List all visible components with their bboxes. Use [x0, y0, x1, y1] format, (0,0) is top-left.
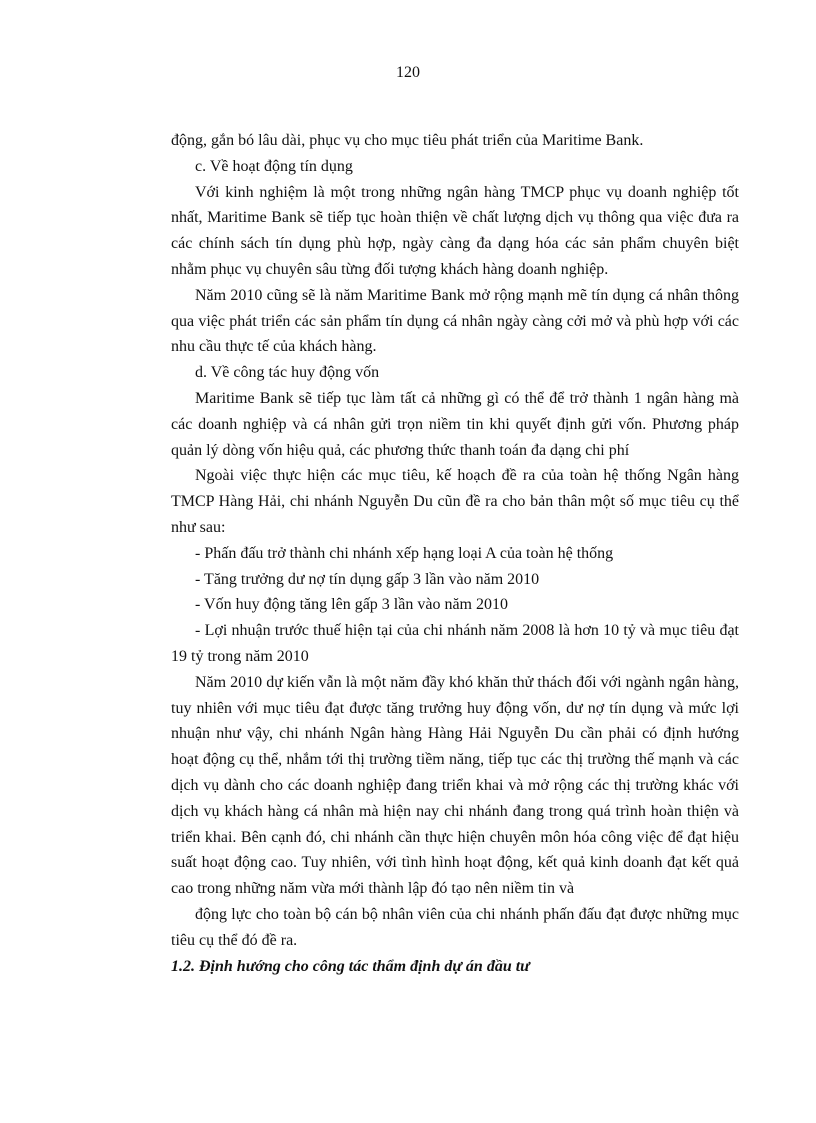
paragraph: Với kinh nghiệm là một trong những ngân hàng TMCP phục vụ doanh nghiệp tốt nhất, Maritime Bank sẽ tiếp tục hoàn thiện về chất lượng dịch vụ thông qua việc đưa ra các chính sách tín dụng phù hợp, ngày càng đa dạng hóa các sản phẩm chuyên biệt nhằm phục vụ chuyên sâu từng đối tượng khách hàng doanh nghiệp. [171, 183, 739, 278]
paragraph: Năm 2010 dự kiến vẫn là một năm đầy khó khăn thử thách đối với ngành ngân hàng, tuy nhiên với mục tiêu đạt được tăng trưởng huy động vốn, dư nợ tín dụng và mức lợi nhuận như vậy, chi nhánh Ngân hàng Hàng Hải Nguyễn Du cần phải có định hướng hoạt động cụ thể, nhắm tới thị trường tiềm năng, tiếp tục các thị trường thế mạnh và các dịch vụ dành cho các doanh nghiệp đang triển khai và mở rộng các thị trường khác với dịch vụ khách hàng cá nhân mà hiện nay chi nhánh đang trong quá trình hoàn thiện và triển khai. Bên cạnh đó, chi nhánh cần thực hiện chuyên môn hóa công việc để đạt hiệu suất hoạt động cao. Tuy nhiên, với tình hình hoạt động, kết quả kinh doanh đạt kết quả cao trong những năm vừa mới thành lập đó tạo nên niềm tin và [171, 673, 739, 898]
list-item: - Phấn đấu trở thành chi nhánh xếp hạng loại A của toàn hệ thống [195, 544, 614, 562]
section-title: 1.2. Định hướng cho công tác thẩm định dự án đầu tư [171, 957, 530, 975]
paragraph: động, gắn bó lâu dài, phục vụ cho mục tiêu phát triển của Maritime Bank. [171, 132, 644, 149]
page-body [171, 128, 739, 979]
list-item: - Vốn huy động tăng lên gấp 3 lần vào năm 2010 [195, 596, 508, 614]
list-item: - Tăng trưởng dư nợ tín dụng gấp 3 lần vào năm 2010 [195, 570, 540, 588]
subheading-capital: d. Về công tác huy động vốn [195, 364, 380, 382]
paragraph: động lực cho toàn bộ cán bộ nhân viên của chi nhánh phấn đấu đạt được những mục tiêu cụ thể đó đề ra. [171, 905, 739, 949]
paragraph: Ngoài việc thực hiện các mục tiêu, kế hoạch đề ra của toàn hệ thống Ngân hàng TMCP Hàng Hải, chi nhánh Nguyễn Du cũn đề ra cho bản thân một số mục tiêu cụ thể như sau: [171, 467, 739, 536]
paragraph: Maritime Bank sẽ tiếp tục làm tất cả những gì có thể để trở thành 1 ngân hàng mà các doanh nghiệp và cá nhân gửi trọn niềm tin khi quyết định gửi vốn. Phương pháp quản lý dòng vốn hiệu quả, các phương thức thanh toán đa dạng chi phí [171, 389, 739, 459]
subheading-credit: c. Về hoạt động tín dụng [195, 157, 353, 175]
page-number: 120 [396, 64, 420, 81]
list-item: - Lợi nhuận trước thuế hiện tại của chi nhánh năm 2008 là hơn 10 tỷ và mục tiêu đạt 19 tỷ trong năm 2010 [171, 622, 739, 665]
paragraph: Năm 2010 cũng sẽ là năm Maritime Bank mở rộng mạnh mẽ tín dụng cá nhân thông qua việc phát triển các sản phẩm tín dụng cá nhân ngày càng cởi mở và phù hợp với các nhu cầu thực tế của khách hàng. [171, 286, 739, 356]
